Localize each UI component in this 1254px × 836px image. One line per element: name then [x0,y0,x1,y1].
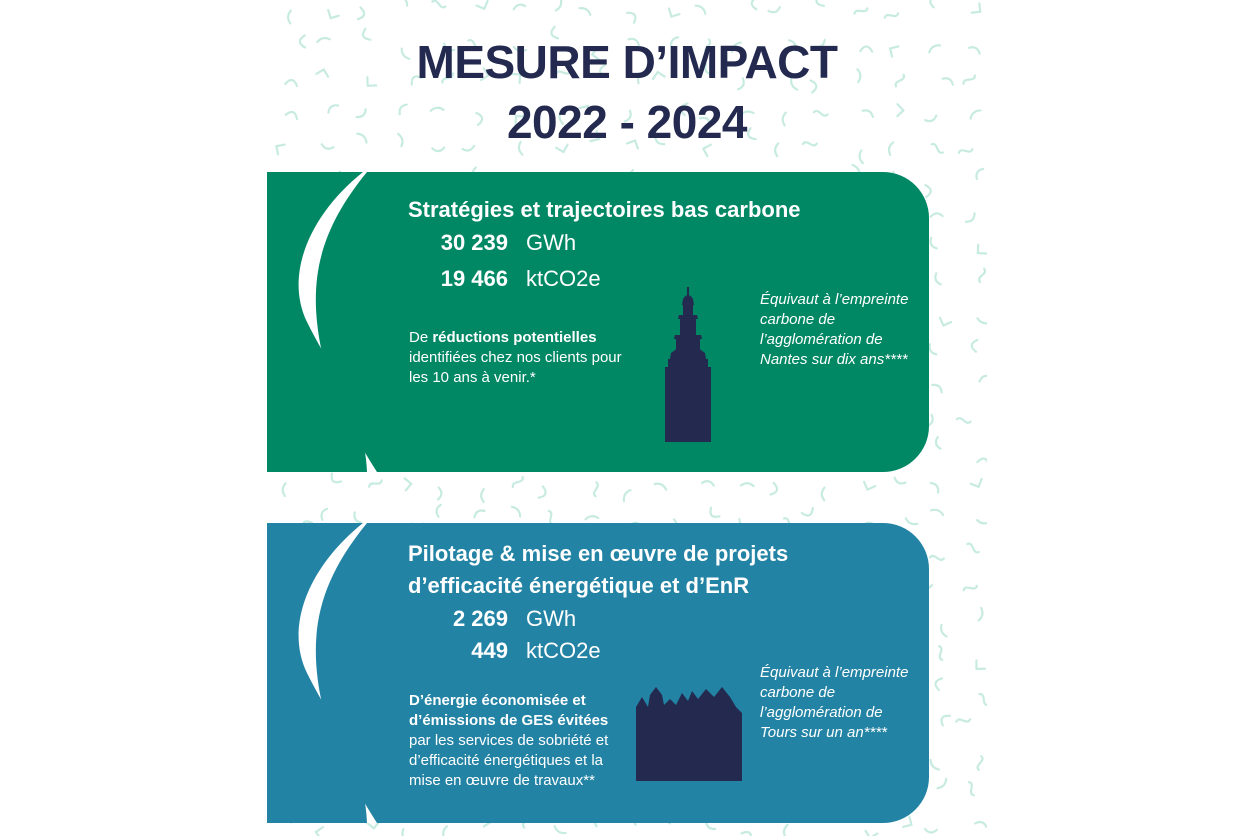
squiggle-mark [666,9,679,20]
stat-energy-unit: GWh [526,606,577,631]
page-title-line1: MESURE D’IMPACT [416,36,838,88]
stat-carbon-unit: ktCO2e [526,266,601,291]
squiggle-mark [368,479,382,488]
squiggle-mark [432,0,446,8]
stat-carbon-unit: ktCO2e [526,638,601,663]
squiggle-mark [476,1,489,11]
squiggle-mark [802,508,815,518]
squiggle-mark [856,150,868,163]
squiggle-mark [972,3,984,16]
card-title: Stratégies et trajectoires bas carbone [408,197,801,222]
squiggle-mark [978,374,987,381]
tower-icon [663,287,713,442]
squiggle-mark [971,479,984,489]
stat-energy-value: 2 269 [452,606,508,631]
card-description [409,691,627,791]
squiggle-mark [977,515,987,528]
squiggle-mark [966,213,977,223]
squiggle-mark [971,339,977,352]
squiggle-mark [552,0,565,11]
stat-energy-unit: GWh [526,230,577,255]
squiggle-mark [977,756,983,770]
card-low-carbon-strategies [267,172,929,472]
squiggle-mark [936,779,947,788]
squiggle-mark [696,4,706,15]
squiggle-mark [854,7,868,16]
squiggle-mark [928,238,936,250]
squiggle-mark [974,245,986,258]
squiggle-mark [438,487,442,499]
desc-highlight: D’énergie économisée et d’émissions de GES évitées [409,692,609,729]
squiggle-mark [400,829,411,836]
wave-decoration [267,523,397,823]
impact-poster [267,0,987,836]
squiggle-mark [925,829,937,833]
squiggle-mark [539,486,548,499]
squiggle-mark [594,482,598,496]
card-energy-efficiency-projects [267,523,929,823]
squiggle-mark [315,826,323,836]
squiggle-mark [325,10,338,21]
card-description [409,328,639,388]
squiggle-mark [329,474,341,486]
desc-suffix: identifiées chez nos clients pour les 10 ans à venir.* [409,349,622,386]
squiggle-mark [930,556,944,560]
squiggle-mark [957,418,971,424]
squiggle-mark [751,0,757,9]
equivalence-text: Équivaut à l’empreinte carbone de l’agglomération de Nantes sur dix ans**** [760,291,909,368]
squiggle-mark [963,584,977,592]
castle-icon [636,687,742,781]
squiggle-mark [405,478,412,490]
squiggle-mark [932,383,943,393]
squiggle-mark [978,314,987,327]
squiggle-mark [977,457,987,465]
squiggle-mark [893,478,905,486]
squiggle-mark [742,829,755,836]
squiggle-mark [934,273,941,285]
squiggle-mark [939,713,950,726]
squiggle-mark [621,490,633,501]
squiggle-mark [473,508,485,517]
squiggle-mark [972,660,985,673]
squiggle-mark [358,7,365,20]
squiggle-mark [925,185,931,197]
squiggle-mark [906,515,918,527]
squiggle-mark [627,10,638,23]
card-title-line1: Pilotage & mise en œuvre de projets [408,541,789,566]
desc-prefix: De [409,329,433,346]
squiggle-mark [708,508,720,520]
squiggle-mark [279,483,292,496]
page-title-line2: 2022 - 2024 [506,96,748,148]
squiggle-mark [930,213,942,217]
wave-decoration [267,172,397,472]
squiggle-mark [966,543,979,554]
squiggle-mark [975,821,987,827]
squiggle-mark [439,826,452,836]
squiggle-mark [931,506,943,519]
desc-highlight: réductions potentielles [432,329,597,346]
squiggle-mark [555,824,566,836]
squiggle-mark [938,318,951,328]
squiggle-mark [770,483,778,496]
squiggle-mark [436,504,441,516]
squiggle-mark [741,479,754,492]
squiggle-mark [862,482,875,492]
squiggle-mark [512,506,520,516]
squiggle-mark [477,489,490,502]
squiggle-mark [974,167,983,179]
squiggle-mark [512,476,524,488]
squiggle-mark [978,693,987,706]
squiggle-mark [903,817,914,830]
squiggle-mark [579,5,590,17]
squiggle-mark [935,437,941,449]
squiggle-mark [937,646,944,660]
squiggle-mark [655,481,666,493]
squiggle-mark [978,268,985,282]
squiggle-mark [320,508,327,520]
squiggle-mark [939,625,949,637]
squiggle-mark [884,12,898,20]
squiggle-mark [931,481,941,492]
squiggle-mark [967,782,975,796]
stat-energy-value: 30 239 [440,230,508,255]
squiggle-mark [702,480,714,486]
equivalence-text: Équivaut à l’empreinte carbone de l’agglomération de Tours sur un an**** [760,664,909,741]
squiggle-mark [284,11,297,24]
squiggle-mark [973,608,986,621]
desc-suffix: par les services de sobriété et d’efficacité énergétiques et la mise en œuvre de travaux** [409,732,609,789]
squiggle-mark [931,760,939,770]
squiggle-mark [864,831,877,836]
stat-carbon-value: 449 [471,638,508,663]
squiggle-mark [399,0,407,6]
squiggle-mark [513,3,525,9]
squiggle-mark [934,677,942,690]
stat-carbon-value: 19 466 [440,266,508,291]
squiggle-mark [768,7,780,14]
squiggle-mark [814,0,824,8]
squiggle-mark [818,488,831,501]
card-title-line2: d’efficacité énergétique et d’EnR [408,573,750,598]
squiggle-mark [780,825,793,836]
squiggle-mark [956,718,970,724]
squiggle-mark [930,0,934,8]
